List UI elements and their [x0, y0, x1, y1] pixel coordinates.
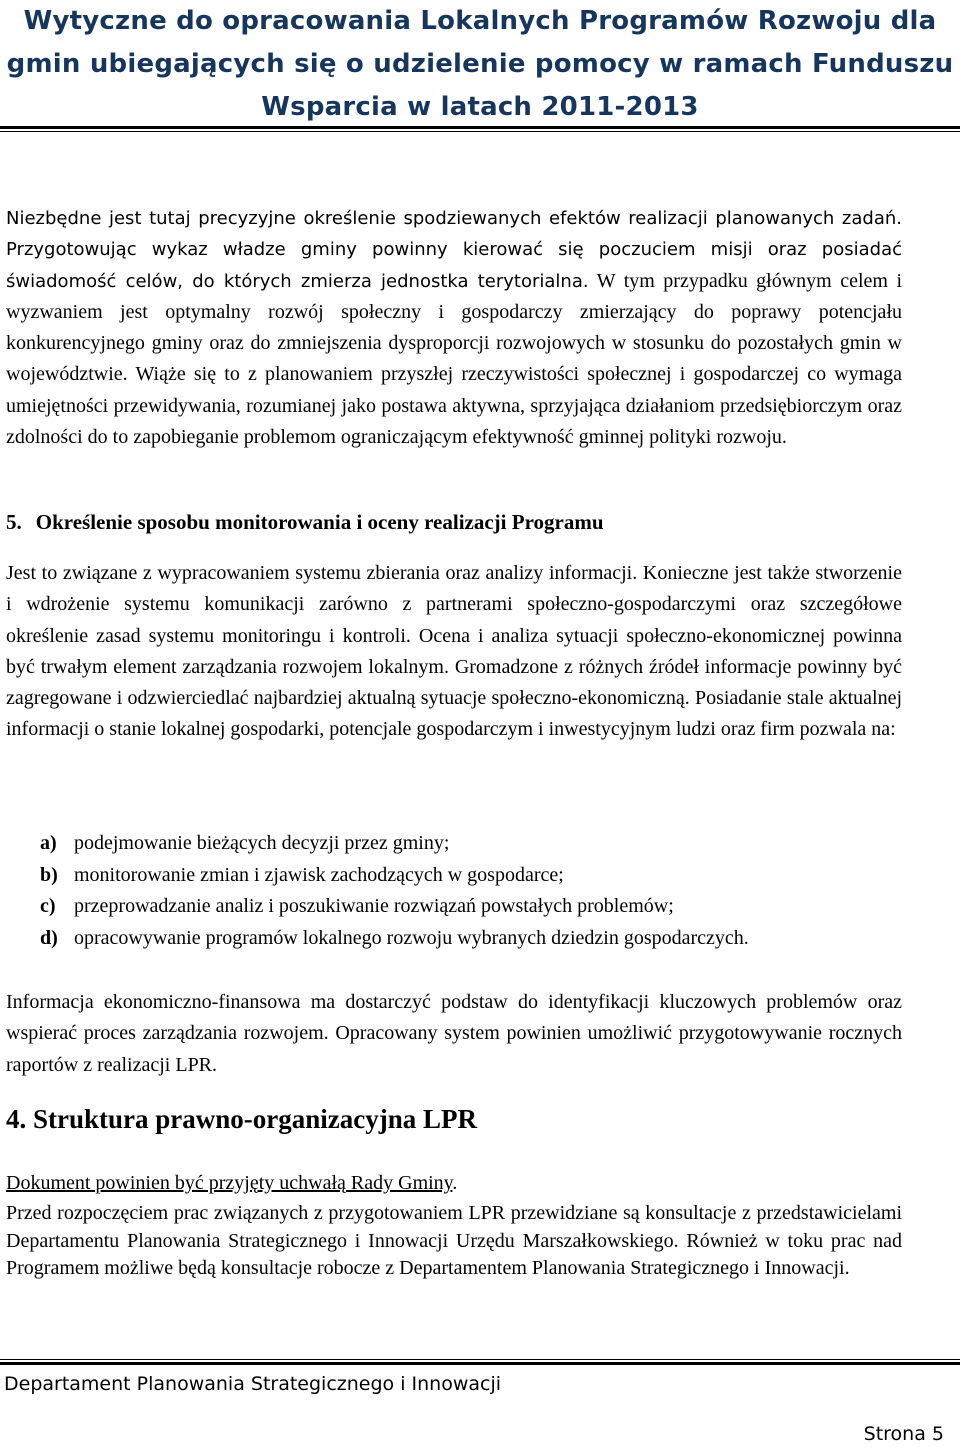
- list-item-text: przeprowadzanie analiz i poszukiwanie rozwiązań powstałych problemów;: [74, 895, 674, 917]
- list-item: [40, 891, 749, 923]
- footer-department: Departament Planowania Strategicznego i Innowacji: [4, 1373, 502, 1395]
- consultation-paragraph: Przed rozpoczęciem prac związanych z przygotowaniem LPR przewidziane są konsultacje z przedstawicielami Departamentu Planowania Strategicznego i Innowacji Urzędu Marszałkowskiego. Również w toku prac nad Programem możliwe będą konsultacje robocze z Departamentem Planowania Strategicznego i Innowacji.: [6, 1202, 902, 1279]
- list-item: [40, 828, 749, 860]
- adoption-note-tail: .: [452, 1172, 458, 1194]
- footer-rule-thick: [0, 1362, 960, 1365]
- page-number: Strona 5: [863, 1423, 944, 1445]
- intro-paragraph-part1: Niezbędne jest tutaj precyzyjne określenie spodziewanych efektów realizacji planowanych zadań. Przygotowując wykaz władze gminy powinny kierować się poczuciem misji oraz posiadać świadomość celów, do których zmierza jednostka terytorialna.: [6, 208, 902, 292]
- title-line-1: Wytyczne do opracowania Lokalnych Programów Rozwoju dla: [23, 6, 937, 36]
- list-item-text: opracowywanie programów lokalnego rozwoju wybranych dziedzin gospodarczych.: [74, 926, 749, 949]
- list-marker: c): [40, 895, 56, 917]
- intro-paragraph-part3: Wiąże się to z planowaniem przyszłej rzeczywistości społecznej i gospodarczej co wymaga umiejętności przewidywania, rozumianej jako postawa aktywna, sprzyjająca działaniom przedsiębiorczym oraz zdolności do to zapobieganie problemom ograniczającym efektywność gminnej polityki rozwoju.: [6, 363, 902, 449]
- section-5-paragraph: Jest to związane z wypracowaniem systemu zbierania oraz analizy informacji. Konieczne jest także stworzenie i wdrożenie systemu komunikacji zarówno z partnerami społeczno-gospodarczymi oraz szczegółowe określenie zasad systemu monitoringu i kontroli. Ocena i analiza sytuacji społeczno-ekonomicznej powinna być trwałym element zarządzania rozwojem lokalnym. Gromadzone z różnych źródeł informacje powinny być zagregowane i odzwierciedlać najbardziej aktualną sytuacje społeczno-ekonomiczną. Posiadanie stale aktualnej informacji o stanie lokalnej gospodarki, potencjale gospodarczym i inwestycyjnym ludzi oraz firm pozwala na:: [6, 562, 902, 741]
- capabilities-list: [40, 828, 749, 954]
- section-5-heading: [6, 510, 604, 535]
- list-marker: d): [40, 926, 58, 949]
- list-item: [40, 923, 749, 955]
- list-item: [40, 860, 749, 892]
- list-item-text: podejmowanie bieżących decyzji przez gminy;: [74, 832, 450, 854]
- section-5-number: 5.: [6, 510, 22, 534]
- intro-paragraph-part2: W tym przypadku głównym celem i wyzwaniem jest optymalny rozwój społeczny i gospodarczy zmierzający do poprawy potencjału konkurencyjnego gminy oraz do zmniejszenia dysproporcji rozwojowych w stosunku do pozostałych gmin w województwie.: [6, 269, 903, 386]
- adoption-note-underlined: Dokument powinien być przyjęty uchwałą Rady Gminy: [6, 1172, 453, 1194]
- title-line-3: Wsparcia w latach 2011-2013: [261, 92, 699, 122]
- document-title: [0, 0, 960, 129]
- header-rule-thick: [0, 126, 960, 129]
- section-5-title: Określenie sposobu monitorowania i oceny realizacji Programu: [35, 510, 604, 534]
- header-rule-thin: [0, 131, 960, 132]
- title-line-2: gmin ubiegających się o udzielenie pomocy w ramach Funduszu: [6, 49, 954, 79]
- list-marker: b): [40, 863, 58, 886]
- intro-paragraph: [6, 203, 902, 453]
- adoption-note: [6, 1172, 457, 1195]
- footer-rule-thin: [0, 1359, 960, 1360]
- list-marker: a): [40, 832, 57, 854]
- information-paragraph: Informacja ekonomiczno-finansowa ma dostarczyć podstaw do identyfikacji kluczowych problemów oraz wspierać proces zarządzania rozwojem. Opracowany system powinien umożliwić przygotowywanie rocznych raportów z realizacji LPR.: [6, 991, 902, 1076]
- chapter-4-heading: 4. Struktura prawno-organizacyjna LPR: [6, 1104, 477, 1134]
- list-item-text: monitorowanie zmian i zjawisk zachodzących w gospodarce;: [74, 863, 564, 886]
